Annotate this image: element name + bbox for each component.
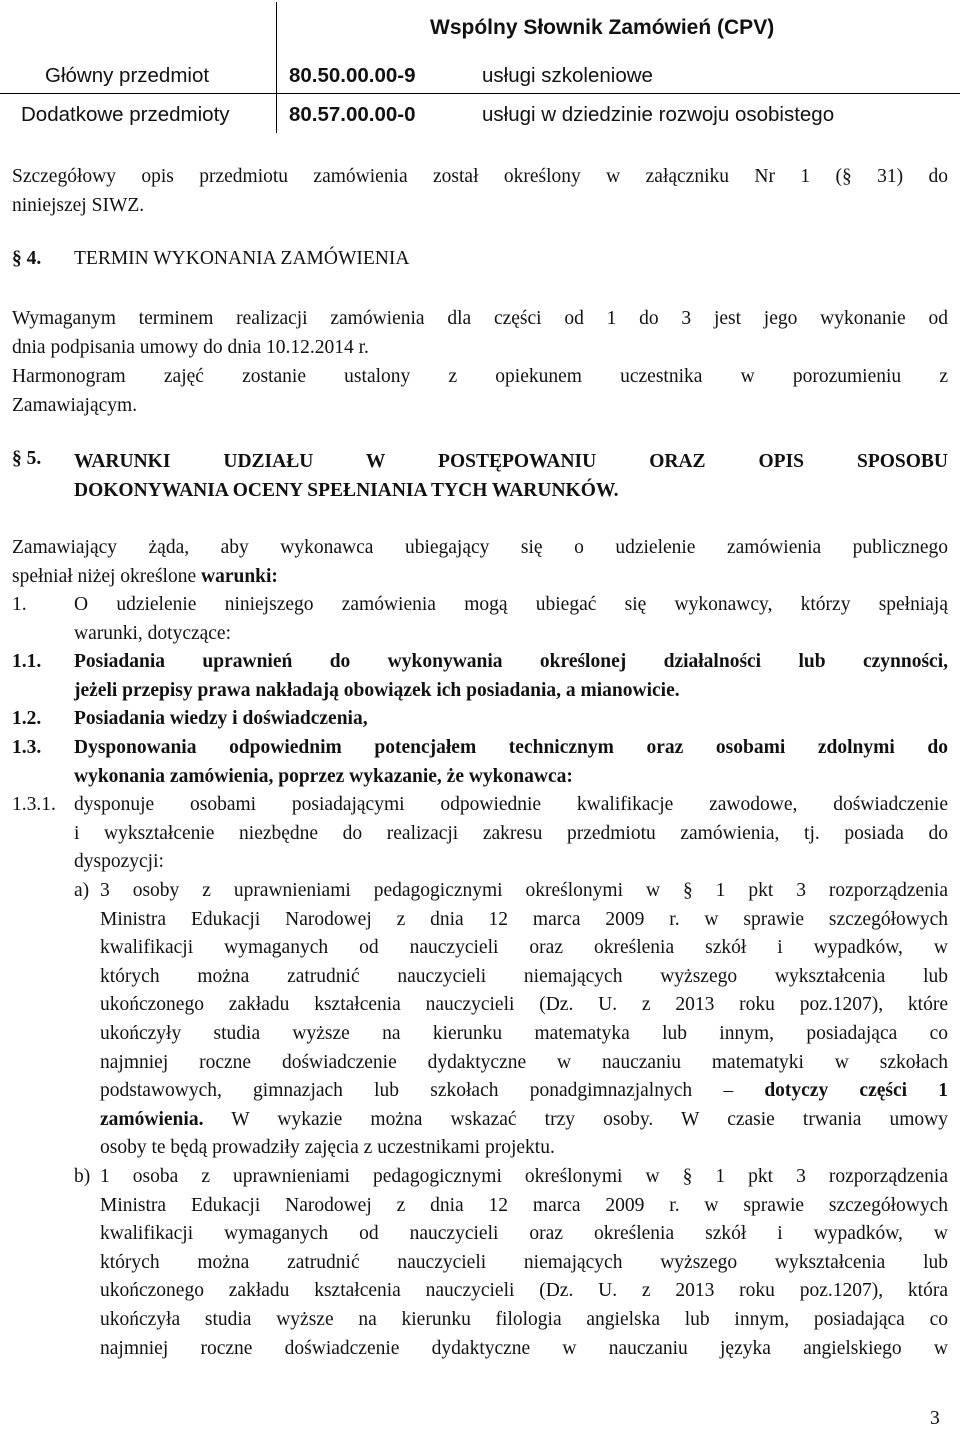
intro-line: Szczegółowy opis przedmiotu zamówienia został określony w załączniku Nr 1 (§ 31) do <box>12 166 948 187</box>
page-number: 3 <box>930 1408 940 1429</box>
cpv-main-desc: usługi szkoleniowe <box>482 64 653 87</box>
paragraph-line: Posiadania wiedzy i doświadczenia, <box>74 708 368 729</box>
paragraph-line: i wykształcenie niezbędne do realizacji zakresu przedmiotu zamówienia, tj. posiada do <box>74 822 948 844</box>
paragraph-line: Posiadania uprawnień do wykonywania określonej działalności lub czynności, <box>74 651 948 672</box>
conditions-keyword: warunki: <box>200 565 278 587</box>
paragraph-line: dnia podpisania umowy do dnia 10.12.2014 r. <box>12 336 369 358</box>
paragraph-line: Dysponowania odpowiednim potencjałem technicznym oraz osobami zdolnymi do <box>74 737 948 758</box>
paragraph-line: Ministra Edukacji Narodowej z dnia 12 marca 2009 r. w sprawie szczegółowych <box>100 1194 948 1216</box>
part-1-emphasis: dotyczy części 1 <box>764 1080 948 1102</box>
paragraph-line: 3 osoby z uprawnieniami pedagogicznymi określonymi w § 1 pkt 3 rozporządzenia <box>100 880 948 901</box>
item-1-3-number: 1.3. <box>12 737 42 758</box>
paragraph-line: warunki, dotyczące: <box>74 622 232 644</box>
item-1-2-text <box>74 705 948 734</box>
item-1-1-number: 1.1. <box>12 651 42 672</box>
section-5-title <box>74 448 948 505</box>
section-4-number: § 4. <box>12 248 42 269</box>
paragraph-line <box>100 1077 948 1106</box>
item-a-text <box>100 877 948 1163</box>
paragraph-line: ukończonego zakładu kształcenia nauczycieli (Dz. U. z 2013 roku poz.1207), która <box>100 1280 948 1302</box>
paragraph-line: Ministra Edukacji Narodowej z dnia 12 marca 2009 r. w sprawie szczegółowych <box>100 908 948 930</box>
paragraph-line: dyspozycji: <box>74 851 164 873</box>
cpv-table-divider-horizontal <box>0 93 960 94</box>
section-5-number: § 5. <box>12 448 42 469</box>
item-1-2-number: 1.2. <box>12 708 42 729</box>
cpv-additional-desc: usługi w dziedzinie rozwoju osobistego <box>482 103 835 126</box>
item-b-text <box>100 1163 948 1363</box>
item-1-text <box>74 591 948 648</box>
paragraph-line: ukończonego zakładu kształcenia nauczycieli (Dz. U. z 2013 roku poz.1207), które <box>100 994 948 1016</box>
cpv-main-code: 80.50.00.00-9 <box>289 64 416 87</box>
cpv-additional-label: Dodatkowe przedmioty <box>21 103 230 126</box>
cpv-main-label: Główny przedmiot <box>45 64 210 87</box>
section-5-title-line: WARUNKI UDZIAŁU W POSTĘPOWANIU ORAZ OPIS SPOSOBU <box>74 451 948 472</box>
paragraph-line: osoby te będą prowadziły zajęcia z uczestnikami projektu. <box>100 1137 555 1159</box>
paragraph-line: kwalifikacji wymaganych od nauczycieli oraz określenia szkół i wypadków, w <box>100 937 948 959</box>
paragraph-line: dysponuje osobami posiadającymi odpowiednie kwalifikacje zawodowe, doświadczenie <box>74 794 948 815</box>
paragraph-line: Zamawiający żąda, aby wykonawca ubiegający się o udzielenie zamówienia publicznego <box>12 537 948 558</box>
paragraph-line: Wymaganym terminem realizacji zamówienia dla części od 1 do 3 jest jego wykonanie od <box>12 308 948 329</box>
paragraph-line: wykonania zamówienia, poprzez wykazanie, że wykonawca: <box>74 765 573 787</box>
item-1-3-1-number: 1.3.1. <box>12 794 56 815</box>
item-b-label: b) <box>74 1166 91 1187</box>
paragraph-line: jeżeli przepisy prawa nakładają obowiązek ich posiadania, a mianowicie. <box>74 679 680 701</box>
intro-paragraph <box>12 163 948 220</box>
section-4-paragraph-1 <box>12 305 948 362</box>
item-1-3-1-text <box>74 791 948 877</box>
section-4-title: TERMIN WYKONANIA ZAMÓWIENIA <box>74 248 410 269</box>
paragraph-line: których można zatrudnić nauczycieli niemających wyższego wykształcenia lub <box>100 1251 948 1273</box>
paragraph-line: których można zatrudnić nauczycieli niemających wyższego wykształcenia lub <box>100 965 948 987</box>
section-5-intro <box>12 534 948 591</box>
paragraph-line: 1 osoba z uprawnieniami pedagogicznymi określonymi w § 1 pkt 3 rozporządzenia <box>100 1166 948 1187</box>
intro-line: niniejszej SIWZ. <box>12 194 145 216</box>
paragraph-line-part: W wykazie można wskazać trzy osoby. W czasie trwania umowy <box>203 1108 948 1130</box>
paragraph-line: ukończyły studia wyższe na kierunku matematyka lub innym, posiadająca co <box>100 1022 948 1044</box>
item-1-1-text <box>74 648 948 705</box>
item-1-3-text <box>74 734 948 791</box>
paragraph-line: Zamawiającym. <box>12 394 138 416</box>
paragraph-line: O udzielenie niniejszego zamówienia mogą ubiegać się wykonawcy, którzy spełniają <box>74 594 948 615</box>
cpv-title: Wspólny Słownik Zamówień (CPV) <box>430 16 775 39</box>
paragraph-line: najmniej roczne doświadczenie dydaktyczne w nauczaniu języka angielskiego w <box>100 1337 948 1359</box>
part-1-emphasis: zamówienia. <box>100 1108 204 1130</box>
paragraph-line: najmniej roczne doświadczenie dydaktyczne w nauczaniu matematyki w szkołach <box>100 1051 948 1073</box>
paragraph-line: kwalifikacji wymaganych od nauczycieli oraz określenia szkół i wypadków, w <box>100 1223 948 1245</box>
item-a-label: a) <box>74 880 90 901</box>
paragraph-line: ukończyła studia wyższe na kierunku filologia angielska lub innym, posiadająca co <box>100 1308 948 1330</box>
paragraph-line <box>100 1106 948 1135</box>
paragraph-line: spełniał niżej określone <box>12 565 197 587</box>
cpv-table-divider-vertical <box>276 2 277 133</box>
section-4-paragraph-2 <box>12 363 948 420</box>
section-5-title-line: DOKONYWANIA OCENY SPEŁNIANIA TYCH WARUNKÓW. <box>74 479 619 501</box>
paragraph-line-part: podstawowych, gimnazjach lub szkołach ponadgimnazjalnych – <box>100 1080 734 1102</box>
cpv-additional-code: 80.57.00.00-0 <box>289 103 416 126</box>
paragraph-line: Harmonogram zajęć zostanie ustalony z opiekunem uczestnika w porozumieniu z <box>12 366 948 387</box>
item-1-number: 1. <box>12 594 27 615</box>
